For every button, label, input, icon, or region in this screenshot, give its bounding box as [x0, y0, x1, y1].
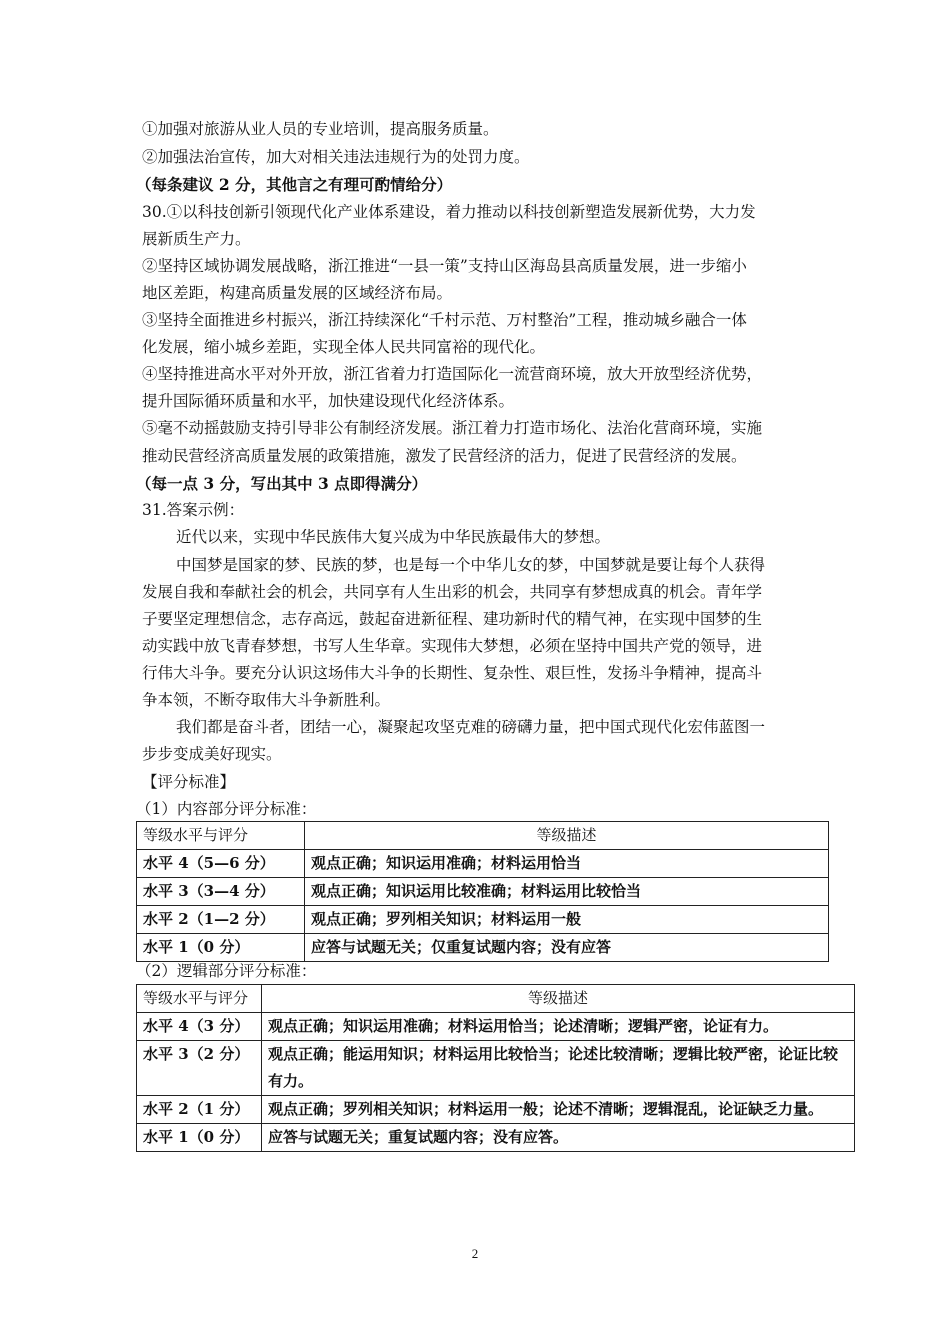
table-row	[137, 1124, 855, 1152]
level-cell: 水平 3（2 分）	[137, 1041, 262, 1096]
level-cell: 水平 2（1 分）	[137, 1096, 262, 1124]
answer-30-point-1-line-2: 展新质生产力。	[142, 230, 251, 248]
table-header-description: 等级描述	[262, 985, 855, 1013]
level-cell: 水平 2（1—2 分）	[137, 906, 305, 934]
description-cell: 应答与试题无关；仅重复试题内容；没有应答	[305, 934, 829, 962]
table-row	[137, 1096, 855, 1124]
table-row	[137, 850, 829, 878]
table-row	[137, 878, 829, 906]
essay-paragraph-2-line-4: 动实践中放飞青春梦想，书写人生华章。实现伟大梦想，必须在坚持中国共产党的领导，进	[142, 637, 763, 655]
table-header-description: 等级描述	[305, 822, 829, 850]
page-number: 2	[471, 1246, 479, 1261]
table-row	[137, 906, 829, 934]
answer-31-heading: 31.答案示例：	[142, 501, 245, 519]
essay-paragraph-2-line-5: 行伟大斗争。要充分认识这场伟大斗争的长期性、复杂性、艰巨性，发扬斗争精神，提高斗	[142, 664, 763, 682]
table-row	[137, 1041, 855, 1096]
logic-scoring-table	[136, 984, 855, 1152]
description-cell: 应答与试题无关；重复试题内容；没有应答。	[262, 1124, 855, 1152]
essay-paragraph-3-line-2: 步步变成美好现实。	[142, 745, 282, 763]
essay-paragraph-2-line-6: 争本领，不断夺取伟大斗争新胜利。	[142, 691, 391, 709]
level-cell: 水平 3（3—4 分）	[137, 878, 305, 906]
table-header-row	[137, 985, 855, 1013]
answer-30-point-5-line-1: ⑤毫不动摇鼓励支持引导非公有制经济发展。浙江着力打造市场化、法治化营商环境，实施	[142, 419, 763, 437]
essay-paragraph-2-line-1: 中国梦是国家的梦、民族的梦，也是每一个中华儿女的梦，中国梦就是要让每个人获得	[176, 556, 766, 574]
scoring-standard-heading: 【评分标准】	[142, 773, 236, 791]
description-cell: 观点正确；罗列相关知识；材料运用一般	[305, 906, 829, 934]
description-cell: 观点正确；知识运用比较准确；材料运用比较恰当	[305, 878, 829, 906]
answer-30-point-3-line-2: 化发展，缩小城乡差距，实现全体人民共同富裕的现代化。	[142, 338, 546, 356]
table-header-level: 等级水平与评分	[137, 822, 305, 850]
content-criteria-caption: （1）内容部分评分标准：	[136, 800, 317, 818]
answer-29-point-2: ②加强法治宣传，加大对相关违法违规行为的处罚力度。	[142, 148, 530, 166]
description-cell: 观点正确；能运用知识；材料运用比较恰当；论述比较清晰；逻辑比较严密，论证比较有力。	[262, 1041, 855, 1096]
essay-paragraph-3-line-1: 我们都是奋斗者，团结一心，凝聚起攻坚克难的磅礴力量，把中国式现代化宏伟蓝图一	[176, 718, 766, 736]
answer-29-point-1: ①加强对旅游从业人员的专业培训，提高服务质量。	[142, 120, 499, 138]
logic-criteria-caption: （2）逻辑部分评分标准：	[136, 962, 317, 980]
level-cell: 水平 1（0 分）	[137, 934, 305, 962]
essay-paragraph-2-line-2: 发展自我和奉献社会的机会，共同享有人生出彩的机会，共同享有梦想成真的机会。青年学	[142, 583, 763, 601]
content-scoring-table	[136, 821, 829, 962]
table-header-level: 等级水平与评分	[137, 985, 262, 1013]
scoring-note-30: （每一点 3 分，写出其中 3 点即得满分）	[136, 474, 428, 493]
level-cell: 水平 4（3 分）	[137, 1013, 262, 1041]
table-row	[137, 1013, 855, 1041]
answer-30-point-3-line-1: ③坚持全面推进乡村振兴，浙江持续深化“千村示范、万村整治”工程，推动城乡融合一体	[142, 311, 747, 329]
level-cell: 水平 4（5—6 分）	[137, 850, 305, 878]
answer-30-point-2-line-2: 地区差距，构建高质量发展的区域经济布局。	[142, 284, 453, 302]
answer-30-point-4-line-1: ④坚持推进高水平对外开放，浙江省着力打造国际化一流营商环境，放大开放型经济优势，	[142, 365, 763, 383]
description-cell: 观点正确；知识运用准确；材料运用恰当；论述清晰；逻辑严密，论证有力。	[262, 1013, 855, 1041]
answer-30-point-2-line-1: ②坚持区域协调发展战略，浙江推进“一县一策”支持山区海岛县高质量发展，进一步缩小	[142, 257, 747, 275]
level-cell: 水平 1（0 分）	[137, 1124, 262, 1152]
answer-30-point-5-line-2: 推动民营经济高质量发展的政策措施，激发了民营经济的活力，促进了民营经济的发展。	[142, 447, 747, 465]
essay-paragraph-1: 近代以来，实现中华民族伟大复兴成为中华民族最伟大的梦想。	[176, 528, 611, 546]
description-cell: 观点正确；知识运用准确；材料运用恰当	[305, 850, 829, 878]
essay-paragraph-2-line-3: 子要坚定理想信念，志存高远，鼓起奋进新征程、建功新时代的精气神，在实现中国梦的生	[142, 610, 763, 628]
scoring-note-29: （每条建议 2 分，其他言之有理可酌情给分）	[136, 175, 453, 194]
answer-30-point-4-line-2: 提升国际循环质量和水平，加快建设现代化经济体系。	[142, 392, 515, 410]
description-cell: 观点正确；罗列相关知识；材料运用一般；论述不清晰；逻辑混乱，论证缺乏力量。	[262, 1096, 855, 1124]
table-header-row	[137, 822, 829, 850]
answer-30-point-1-line-1: 30.①以科技创新引领现代化产业体系建设，着力推动以科技创新塑造发展新优势，大力发	[142, 203, 756, 221]
